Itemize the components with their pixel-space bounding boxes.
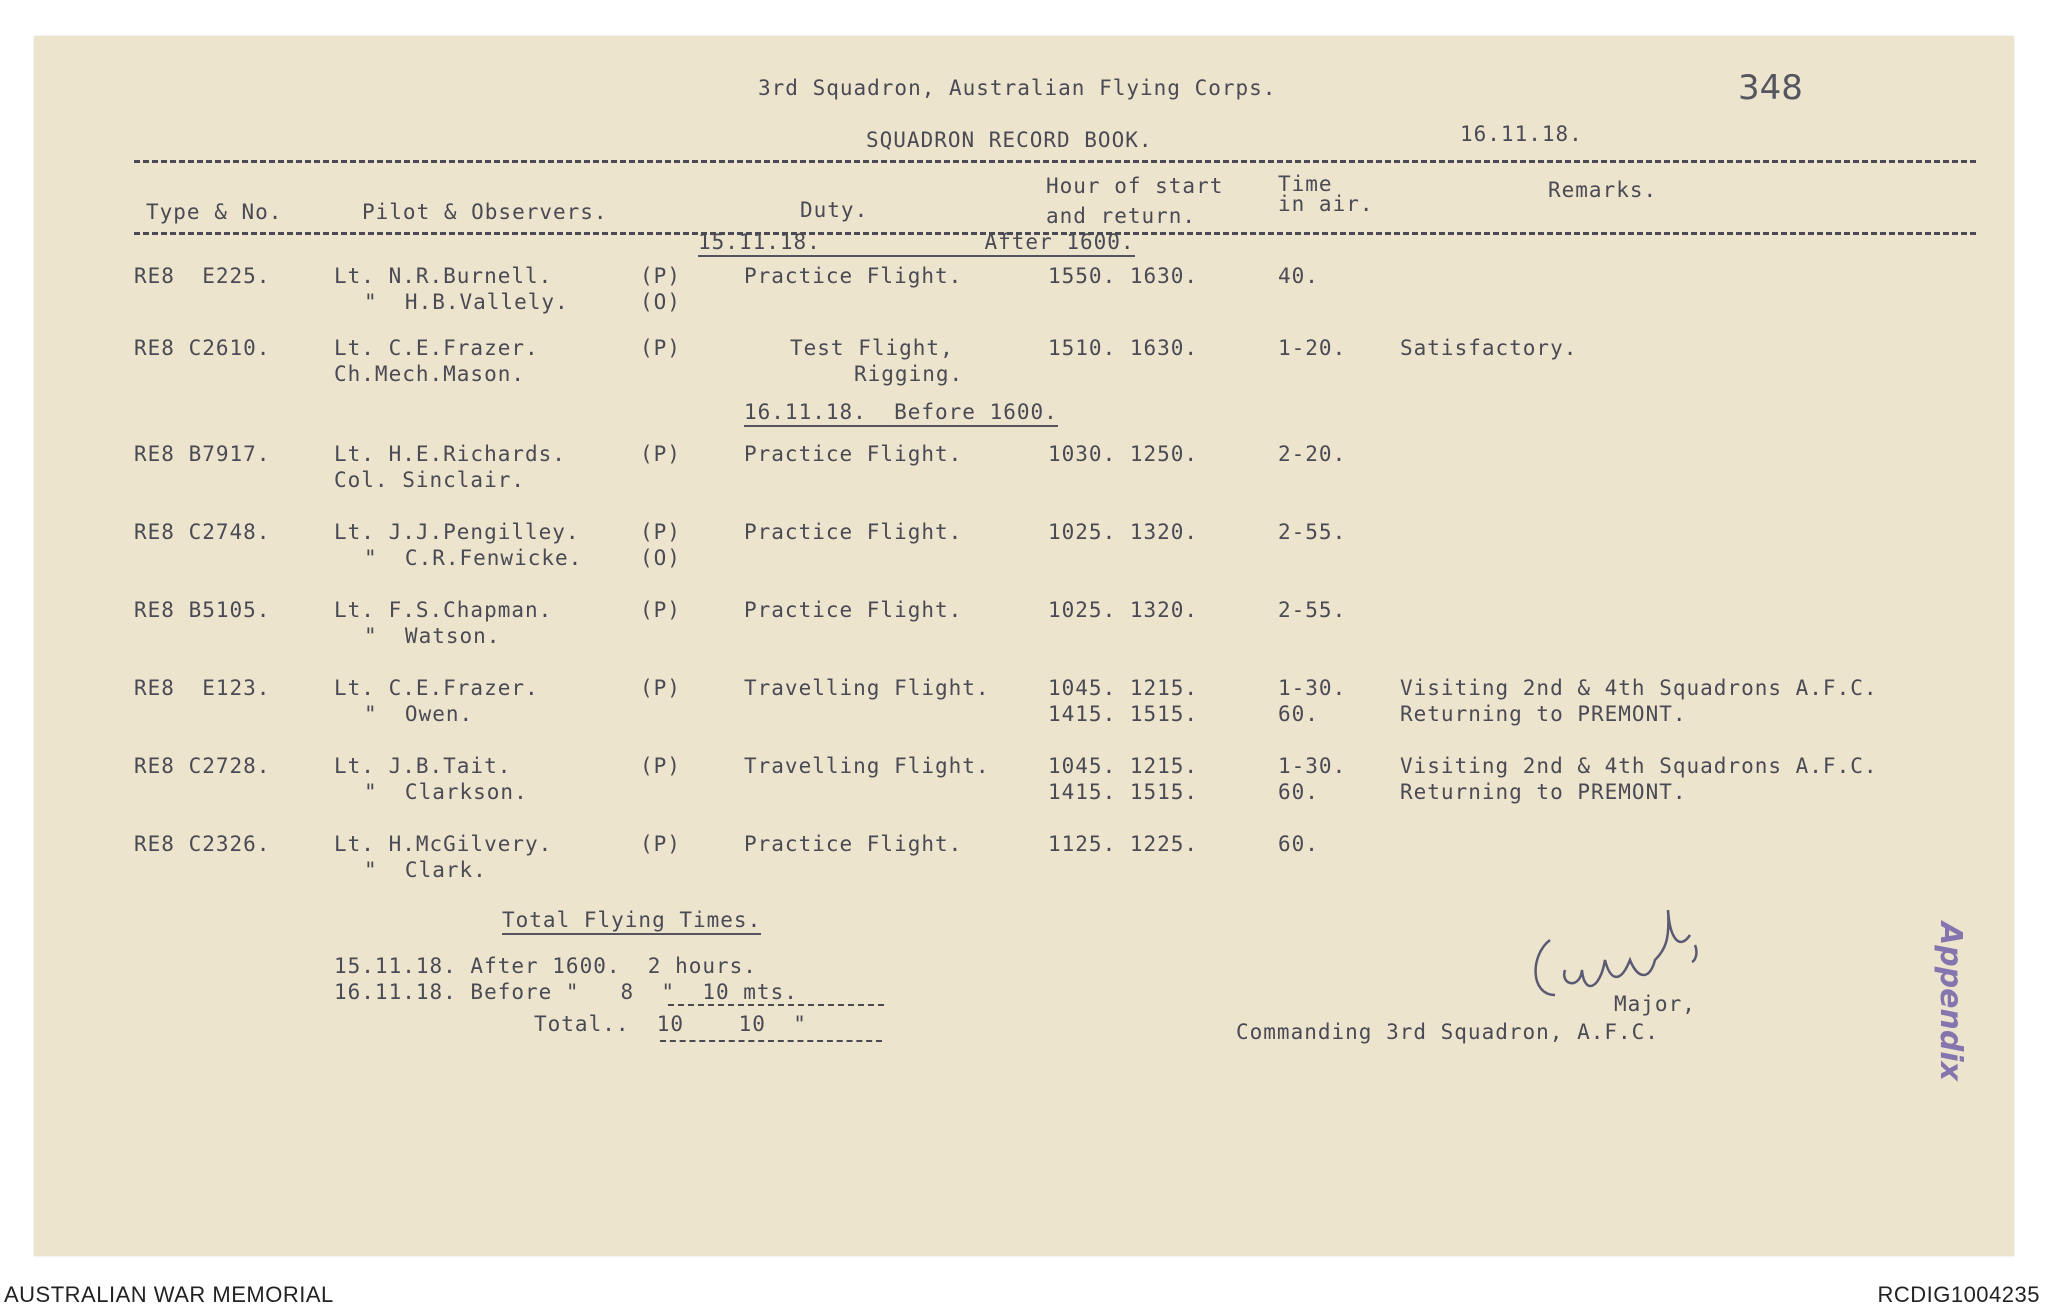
cell-pilot: " Clark. xyxy=(364,858,487,882)
cell-type: RE8 B7917. xyxy=(134,442,271,466)
cell-time: 60. xyxy=(1278,832,1319,856)
cell-remark: Returning to PREMONT. xyxy=(1400,702,1687,726)
cell-pilot: " C.R.Fenwicke. xyxy=(364,546,583,570)
cell-duty: Practice Flight. xyxy=(744,832,963,856)
cell-duty: Practice Flight. xyxy=(744,442,963,466)
cell-duty: Practice Flight. xyxy=(744,598,963,622)
cell-hours: 1415. 1515. xyxy=(1048,780,1199,804)
cell-type: RE8 C2748. xyxy=(134,520,271,544)
totals-line-2: 16.11.18. Before " 8 " 10 mts. xyxy=(334,980,798,1004)
cell-duty: Practice Flight. xyxy=(744,520,963,544)
cell-hours: 1415. 1515. xyxy=(1048,702,1199,726)
cell-pilot: Lt. H.McGilvery. xyxy=(334,832,553,856)
col-remarks: Remarks. xyxy=(1548,178,1658,202)
totals-rule-1 xyxy=(668,1004,884,1006)
totals-line-3: Total.. 10 10 " xyxy=(534,1012,807,1036)
col-time-1: Time xyxy=(1278,172,1333,196)
cell-hours: 1045. 1215. xyxy=(1048,754,1199,778)
cell-role: (P) xyxy=(640,520,681,544)
cell-time: 2-55. xyxy=(1278,520,1347,544)
cell-remark: Satisfactory. xyxy=(1400,336,1578,360)
cell-remark: Returning to PREMONT. xyxy=(1400,780,1687,804)
cell-pilot: Lt. F.S.Chapman. xyxy=(334,598,553,622)
cell-hours: 1125. 1225. xyxy=(1048,832,1199,856)
cell-time: 60. xyxy=(1278,702,1319,726)
cell-time: 60. xyxy=(1278,780,1319,804)
col-hours-1: Hour of start xyxy=(1046,174,1224,198)
cell-time: 1-20. xyxy=(1278,336,1347,360)
col-time-2: in air. xyxy=(1278,192,1374,216)
cell-pilot: Lt. H.E.Richards. xyxy=(334,442,566,466)
cell-time: 40. xyxy=(1278,264,1319,288)
cell-time: 1-30. xyxy=(1278,676,1347,700)
cell-remark: Visiting 2nd & 4th Squadrons A.F.C. xyxy=(1400,754,1878,778)
footer-right: RCDIG1004235 xyxy=(1877,1282,2040,1307)
cell-hours: 1030. 1250. xyxy=(1048,442,1199,466)
cell-duty: Rigging. xyxy=(854,362,964,386)
cell-time: 1-30. xyxy=(1278,754,1347,778)
cell-pilot: " Owen. xyxy=(364,702,474,726)
cell-pilot: " Watson. xyxy=(364,624,501,648)
cell-hours: 1025. 1320. xyxy=(1048,520,1199,544)
header-rule-top xyxy=(134,160,1976,163)
page-number: 348 xyxy=(1738,68,1803,108)
cell-type: RE8 C2326. xyxy=(134,832,271,856)
cell-role: (P) xyxy=(640,264,681,288)
cell-pilot: " Clarkson. xyxy=(364,780,528,804)
cell-pilot: Lt. N.R.Burnell. xyxy=(334,264,553,288)
col-type: Type & No. xyxy=(146,200,283,224)
totals-line-1: 15.11.18. After 1600. 2 hours. xyxy=(334,954,757,978)
signature-rank: Major, xyxy=(1614,992,1696,1016)
cell-pilot: Col. Sinclair. xyxy=(334,468,526,492)
cell-duty: Travelling Flight. xyxy=(744,676,990,700)
cell-type: RE8 C2610. xyxy=(134,336,271,360)
cell-hours: 1045. 1215. xyxy=(1048,676,1199,700)
cell-duty: Travelling Flight. xyxy=(744,754,990,778)
footer-left: AUSTRALIAN WAR MEMORIAL xyxy=(4,1282,334,1307)
cell-duty: Test Flight, xyxy=(790,336,954,360)
cell-role: (P) xyxy=(640,598,681,622)
col-pilot: Pilot & Observers. xyxy=(362,200,608,224)
col-duty: Duty. xyxy=(800,198,869,222)
totals-heading: Total Flying Times. xyxy=(502,908,761,935)
cell-type: RE8 C2728. xyxy=(134,754,271,778)
cell-role: (O) xyxy=(640,290,681,314)
cell-pilot: Ch.Mech.Mason. xyxy=(334,362,526,386)
cell-duty: Practice Flight. xyxy=(744,264,963,288)
unit-title: 3rd Squadron, Australian Flying Corps. xyxy=(758,76,1277,100)
cell-remark: Visiting 2nd & 4th Squadrons A.F.C. xyxy=(1400,676,1878,700)
cell-hours: 1550. 1630. xyxy=(1048,264,1199,288)
col-hours-2: and return. xyxy=(1046,204,1197,228)
totals-rule-2 xyxy=(660,1040,882,1042)
section-15-11-18: 15.11.18. After 1600. xyxy=(698,230,1135,257)
appendix-stamp: Appendix xyxy=(1933,922,1968,1081)
cell-role: (P) xyxy=(640,676,681,700)
cell-role: (O) xyxy=(640,546,681,570)
cell-type: RE8 E225. xyxy=(134,264,271,288)
cell-role: (P) xyxy=(640,832,681,856)
record-book-title: SQUADRON RECORD BOOK. xyxy=(866,128,1153,152)
cell-pilot: Lt. J.J.Pengilley. xyxy=(334,520,580,544)
cell-hours: 1510. 1630. xyxy=(1048,336,1199,360)
document-page xyxy=(34,36,2014,1256)
cell-role: (P) xyxy=(640,754,681,778)
cell-pilot: " H.B.Vallely. xyxy=(364,290,569,314)
cell-type: RE8 E123. xyxy=(134,676,271,700)
cell-pilot: Lt. J.B.Tait. xyxy=(334,754,512,778)
cell-type: RE8 B5105. xyxy=(134,598,271,622)
section-16-11-18: 16.11.18. Before 1600. xyxy=(744,400,1058,427)
cell-time: 2-20. xyxy=(1278,442,1347,466)
cell-pilot: Lt. C.E.Frazer. xyxy=(334,336,539,360)
record-date: 16.11.18. xyxy=(1460,122,1583,146)
cell-time: 2-55. xyxy=(1278,598,1347,622)
signature-role: Commanding 3rd Squadron, A.F.C. xyxy=(1236,1020,1659,1044)
cell-role: (P) xyxy=(640,442,681,466)
cell-role: (P) xyxy=(640,336,681,360)
cell-hours: 1025. 1320. xyxy=(1048,598,1199,622)
cell-pilot: Lt. C.E.Frazer. xyxy=(334,676,539,700)
